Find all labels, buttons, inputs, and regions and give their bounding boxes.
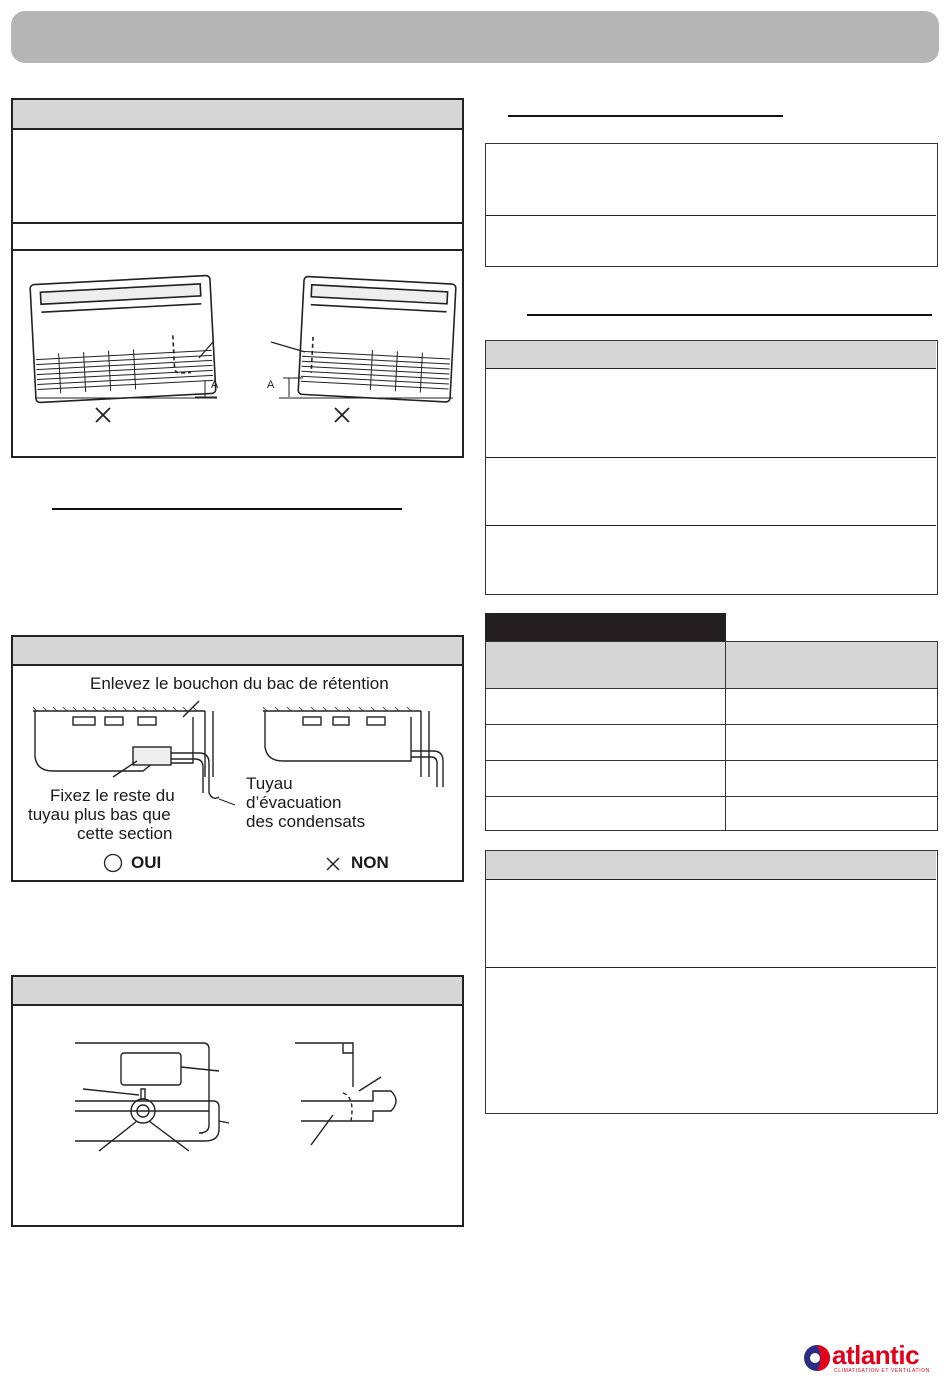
spec-table-cell	[485, 760, 726, 797]
spec-table-header-right	[725, 641, 938, 689]
divider	[486, 457, 936, 458]
spec-table-title-cell	[485, 613, 726, 642]
spec-table-cell	[725, 724, 938, 761]
info-table-3	[485, 850, 938, 1114]
tilt-warning-header	[13, 100, 462, 130]
section-title-underline	[508, 115, 783, 117]
spec-table-cell	[485, 688, 726, 725]
spec-table-cell	[725, 796, 938, 831]
label-fix-pipe-line-1: Fixez le reste du	[50, 786, 175, 805]
spec-table-cell	[725, 760, 938, 797]
section-title-underline	[527, 314, 932, 316]
info-table-2	[485, 340, 938, 595]
drain-cap-header	[13, 977, 462, 1006]
brand-logo-text: atlantic	[832, 1340, 920, 1370]
info-table-3-header	[486, 851, 936, 880]
brand-tagline: CLIMATISATION ET VENTILATION	[834, 1368, 930, 1374]
spec-table-cell	[485, 796, 726, 831]
label-drain-pipe-line-1: Tuyau	[246, 774, 293, 793]
label-drain-pipe-line-2: d’évacuation	[246, 793, 342, 812]
atlantic-logo-icon	[802, 1343, 832, 1373]
divider	[486, 215, 936, 216]
spec-table-cell	[725, 688, 938, 725]
dimension-label-a: A	[211, 379, 219, 391]
drain-cap-illustration	[13, 1007, 462, 1147]
section-title-underline	[52, 508, 402, 510]
label-drain-pipe-line-3: des condensats	[246, 812, 366, 831]
drain-pipe-header	[13, 637, 462, 666]
cross-no-icon	[325, 856, 341, 872]
label-remove-plug: Enlevez le bouchon du bac de rétention	[90, 674, 389, 693]
divider	[486, 967, 936, 968]
divider	[13, 222, 462, 224]
tilt-warning-box	[11, 98, 464, 458]
drain-cap-box	[11, 975, 464, 1227]
svg-text:A: A	[267, 379, 275, 391]
label-fix-pipe-line-2: tuyau plus bas que	[28, 805, 171, 824]
spec-table-cell	[485, 724, 726, 761]
drain-pipe-box	[11, 635, 464, 882]
yes-label: OUI	[131, 853, 162, 872]
label-fix-pipe-line-3: cette section	[77, 824, 173, 843]
cross-icon	[335, 408, 349, 422]
divider	[486, 525, 936, 526]
spec-table-header-left	[485, 641, 726, 689]
info-table-2-header	[486, 341, 936, 369]
cross-icon	[96, 408, 110, 422]
tilted-unit-left-illustration	[13, 250, 462, 460]
info-table-1	[485, 143, 938, 267]
header-bar	[11, 11, 939, 63]
circle-ok-icon	[103, 853, 123, 873]
no-label: NON	[351, 853, 389, 872]
